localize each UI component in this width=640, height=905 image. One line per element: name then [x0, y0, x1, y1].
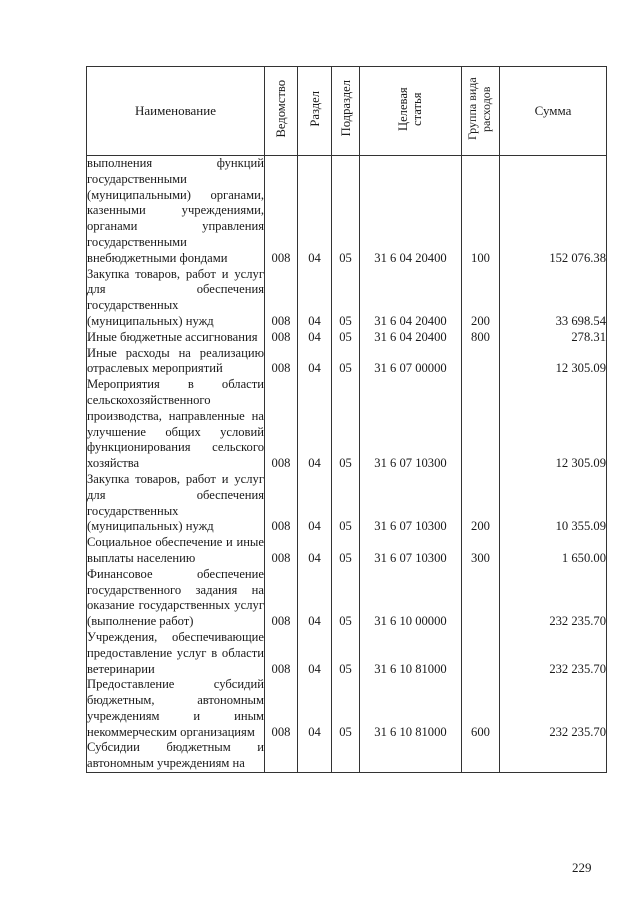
row-section: 04	[298, 330, 332, 346]
row-name: Закупка товаров, работ и услуг для обеспечения государственных (муниципальных) нужд	[87, 266, 264, 328]
row-subsection: 05	[332, 346, 360, 378]
row-dept: 008	[265, 156, 298, 267]
header-dept: Ведомство	[274, 79, 288, 138]
row-sum: 33 698.54	[500, 267, 607, 330]
header-subsection: Подраздел	[338, 80, 353, 137]
row-group: 200	[462, 267, 500, 330]
table-row	[87, 267, 607, 330]
row-group: 800	[462, 330, 500, 346]
row-subsection: 05	[332, 377, 360, 472]
header-group-cell	[462, 67, 500, 156]
header-section-cell	[298, 67, 332, 156]
row-target: 31 6 07 10300	[360, 377, 462, 472]
row-name: Иные бюджетные ассигнования	[87, 330, 265, 346]
row-section: 04	[298, 535, 332, 567]
row-subsection: 05	[332, 535, 360, 567]
row-subsection	[332, 740, 360, 772]
row-target: 31 6 07 10300	[360, 535, 462, 567]
row-subsection: 05	[332, 267, 360, 330]
row-section: 04	[298, 567, 332, 630]
row-dept: 008	[265, 630, 298, 677]
row-name: Учреждения, обеспечивающие предоставление услуг в области ветеринарии	[87, 629, 264, 676]
table-row	[87, 377, 607, 472]
row-section: 04	[298, 677, 332, 740]
table-row	[87, 330, 607, 346]
row-dept: 008	[265, 677, 298, 740]
row-name: Иные расходы на реализацию отраслевых мероприятий	[87, 345, 264, 376]
row-sum: 12 305.09	[500, 377, 607, 472]
row-sum	[500, 740, 607, 772]
row-dept: 008	[265, 377, 298, 472]
table-row	[87, 630, 607, 677]
row-group: 200	[462, 472, 500, 535]
table-row	[87, 535, 607, 567]
row-sum: 10 355.09	[500, 472, 607, 535]
row-group: 300	[462, 535, 500, 567]
budget-table	[86, 66, 607, 773]
row-name: Финансовое обеспечение государственного задания на оказание государственных услуг (выполнение работ)	[87, 566, 264, 629]
row-sum: 232 235.70	[500, 630, 607, 677]
row-dept: 008	[265, 330, 298, 346]
row-subsection: 05	[332, 677, 360, 740]
row-dept: 008	[265, 472, 298, 535]
header-target: Целевая статья	[395, 86, 424, 131]
header-section: Раздел	[307, 90, 322, 127]
table-row	[87, 472, 607, 535]
row-target: 31 6 10 00000	[360, 567, 462, 630]
row-sum: 232 235.70	[500, 567, 607, 630]
row-sum: 1 650.00	[500, 535, 607, 567]
header-dept-cell	[265, 67, 298, 156]
row-group: 100	[462, 156, 500, 267]
page-number: 229	[572, 860, 592, 875]
row-section	[298, 740, 332, 772]
row-subsection: 05	[332, 156, 360, 267]
row-target	[360, 740, 462, 772]
table-row	[87, 346, 607, 378]
row-target: 31 6 10 81000	[360, 630, 462, 677]
row-name: Предоставление субсидий бюджетным, автономным учреждениям и иным некоммерческим организациям	[87, 677, 264, 739]
table-row	[87, 677, 607, 740]
row-name: Мероприятия в области сельскохозяйственного производства, направленные на улучшение общих условий функционирования сельского хозяйства	[87, 377, 264, 471]
row-dept	[265, 740, 298, 772]
row-section: 04	[298, 377, 332, 472]
row-dept: 008	[265, 267, 298, 330]
row-name: Социальное обеспечение и иные выплаты населению	[87, 535, 264, 565]
row-name: Субсидии бюджетным и автономным учреждениям на	[87, 740, 265, 772]
row-group	[462, 630, 500, 677]
header-expense-group: Группа вида расходов	[464, 77, 493, 140]
row-dept: 008	[265, 346, 298, 378]
table-row	[87, 567, 607, 630]
row-group	[462, 377, 500, 472]
row-sum: 12 305.09	[500, 346, 607, 378]
header-sum: Сумма	[500, 67, 607, 156]
row-section: 04	[298, 346, 332, 378]
row-target: 31 6 07 10300	[360, 472, 462, 535]
row-subsection: 05	[332, 567, 360, 630]
row-group: 600	[462, 677, 500, 740]
row-group	[462, 346, 500, 378]
row-section: 04	[298, 267, 332, 330]
header-subsection-cell	[332, 67, 360, 156]
row-dept: 008	[265, 567, 298, 630]
row-sum: 152 076.38	[500, 156, 607, 267]
row-target: 31 6 04 20400	[360, 330, 462, 346]
row-sum: 232 235.70	[500, 677, 607, 740]
row-group	[462, 740, 500, 772]
row-target: 31 6 04 20400	[360, 267, 462, 330]
row-section: 04	[298, 630, 332, 677]
row-group	[462, 567, 500, 630]
row-section: 04	[298, 156, 332, 267]
row-section: 04	[298, 472, 332, 535]
row-name: Закупка товаров, работ и услуг для обеспечения государственных (муниципальных) нужд	[87, 471, 264, 534]
row-subsection: 05	[332, 630, 360, 677]
table-header-row	[87, 67, 607, 156]
row-subsection: 05	[332, 330, 360, 346]
header-name: Наименование	[87, 67, 265, 156]
row-subsection: 05	[332, 472, 360, 535]
row-name: выполнения функций государственными (муниципальными) органами, казенными учреждениями, органами управления государственными внебюджетными фондами	[87, 156, 264, 265]
header-target-cell	[360, 67, 462, 156]
row-target: 31 6 10 81000	[360, 677, 462, 740]
row-dept: 008	[265, 535, 298, 567]
table-row	[87, 156, 607, 267]
row-target: 31 6 07 00000	[360, 346, 462, 378]
table-row	[87, 740, 607, 772]
row-target: 31 6 04 20400	[360, 156, 462, 267]
row-sum: 278.31	[500, 330, 607, 346]
